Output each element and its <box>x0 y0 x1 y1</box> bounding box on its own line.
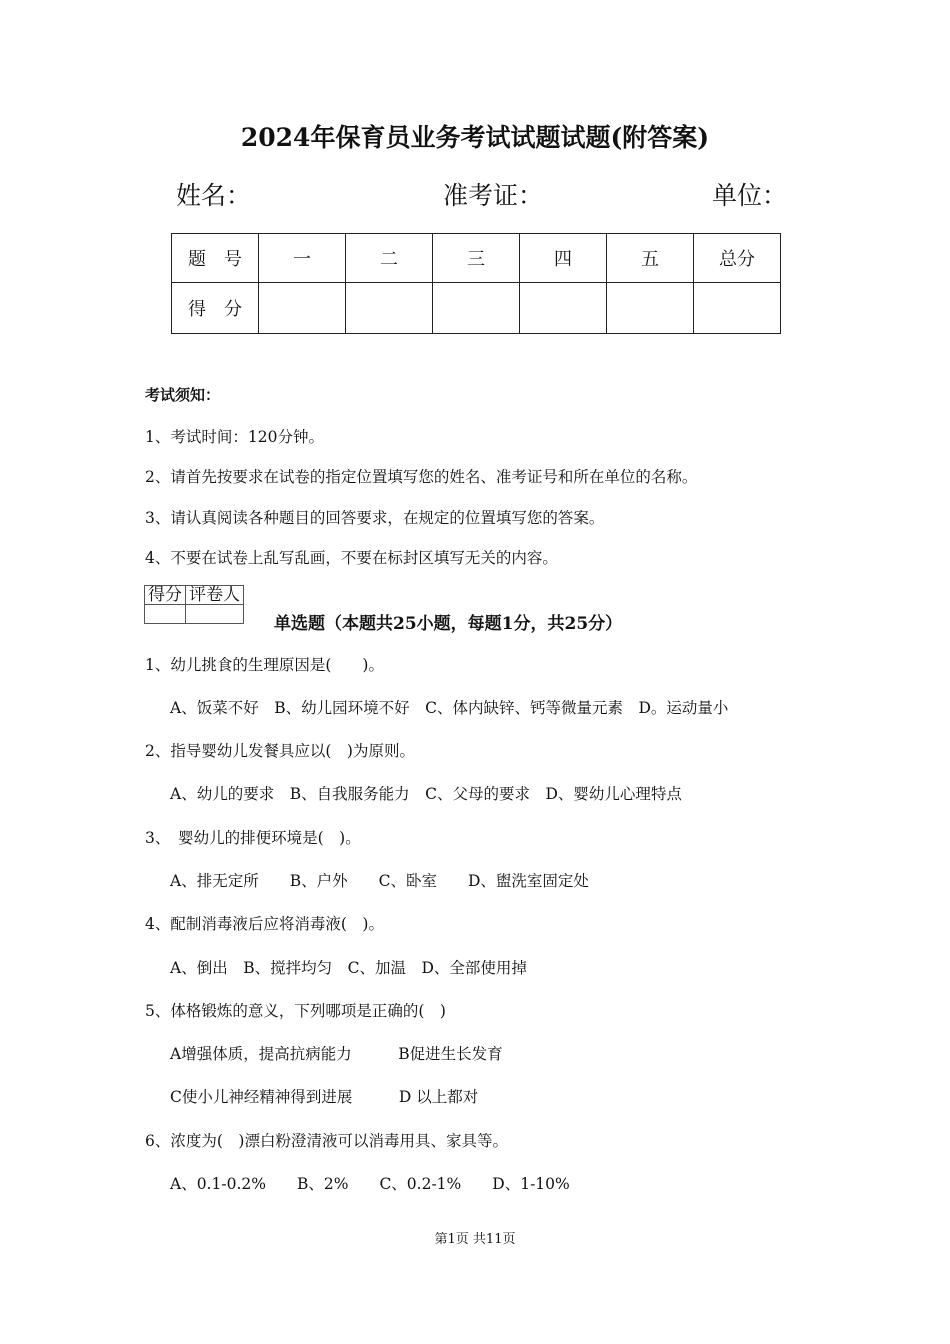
score-cell[interactable] <box>607 283 694 334</box>
score-table-header-cell: 三 <box>433 234 520 283</box>
page-footer: 第1页 共11页 <box>434 1232 516 1247</box>
score-cell[interactable] <box>433 283 520 334</box>
grader-score-cell[interactable] <box>145 605 186 624</box>
notice-item: 2、请首先按要求在试卷的指定位置填写您的姓名、准考证号和所在单位的名称。 <box>145 468 698 486</box>
question-stem: 2、指导婴幼儿发餐具应以( )为原则。 <box>145 742 415 760</box>
question-stem: 4、配制消毒液后应将消毒液( )。 <box>145 915 384 933</box>
question-options: A、排无定所 B、户外 C、卧室 D、盥洗室固定处 <box>170 872 589 890</box>
score-table-header-cell: 总分 <box>694 234 781 283</box>
question-options: A、幼儿的要求 B、自我服务能力 C、父母的要求 D、婴幼儿心理特点 <box>170 785 682 803</box>
score-table-header-cell: 二 <box>346 234 433 283</box>
question-stem: 5、体格锻炼的意义，下列哪项是正确的( ) <box>145 1002 446 1020</box>
score-table-header-cell: 五 <box>607 234 694 283</box>
question-options: A增强体质，提高抗病能力 B促进生长发育 <box>170 1045 503 1063</box>
question-options: A、饭菜不好 B、幼儿园环境不好 C、体内缺锌、钙等微量元素 D。运动量小 <box>170 699 729 717</box>
name-field-label: 姓名： <box>176 181 252 210</box>
score-table-header-cell: 一 <box>259 234 346 283</box>
section-heading: 单选题（本题共25小题，每题1分，共25分） <box>274 614 623 634</box>
grader-table <box>144 585 244 624</box>
exam-id-field-label: 准考证： <box>443 181 544 210</box>
grader-score-label: 得分 <box>145 586 186 605</box>
score-row-label: 得 分 <box>172 283 259 334</box>
score-table-header-cell: 题 号 <box>172 234 259 283</box>
score-table <box>171 233 781 334</box>
grader-table-input-row <box>145 605 244 624</box>
notice-item: 4、不要在试卷上乱写乱画，不要在标封区填写无关的内容。 <box>145 549 558 567</box>
notice-item: 1、考试时间：120分钟。 <box>145 428 324 446</box>
question-stem: 1、幼儿挑食的生理原因是( )。 <box>145 656 384 674</box>
question-options: C使小儿神经精神得到进展 D 以上都对 <box>170 1088 479 1106</box>
grader-name-label: 评卷人 <box>186 586 244 605</box>
score-table-score-row <box>172 283 781 334</box>
question-stem: 6、浓度为( )漂白粉澄清液可以消毒用具、家具等。 <box>145 1132 508 1150</box>
score-cell[interactable] <box>259 283 346 334</box>
score-cell[interactable] <box>694 283 781 334</box>
score-table-header-row <box>172 234 781 283</box>
question-options: A、0.1-0.2% B、2% C、0.2-1% D、1-10% <box>170 1175 570 1193</box>
score-cell[interactable] <box>346 283 433 334</box>
notice-heading: 考试须知： <box>145 386 221 404</box>
score-cell[interactable] <box>520 283 607 334</box>
notice-item: 3、请认真阅读各种题目的回答要求，在规定的位置填写您的答案。 <box>145 509 605 527</box>
question-options: A、倒出 B、搅拌均匀 C、加温 D、全部使用掉 <box>170 959 527 977</box>
question-stem: 3、 婴幼儿的排便环境是( )。 <box>145 829 361 847</box>
page-title: 2024年保育员业务考试试题试题(附答案) <box>240 123 710 152</box>
grader-name-cell[interactable] <box>186 605 244 624</box>
grader-table-header-row <box>145 586 244 605</box>
unit-field-label: 单位： <box>712 181 788 210</box>
score-table-header-cell: 四 <box>520 234 607 283</box>
